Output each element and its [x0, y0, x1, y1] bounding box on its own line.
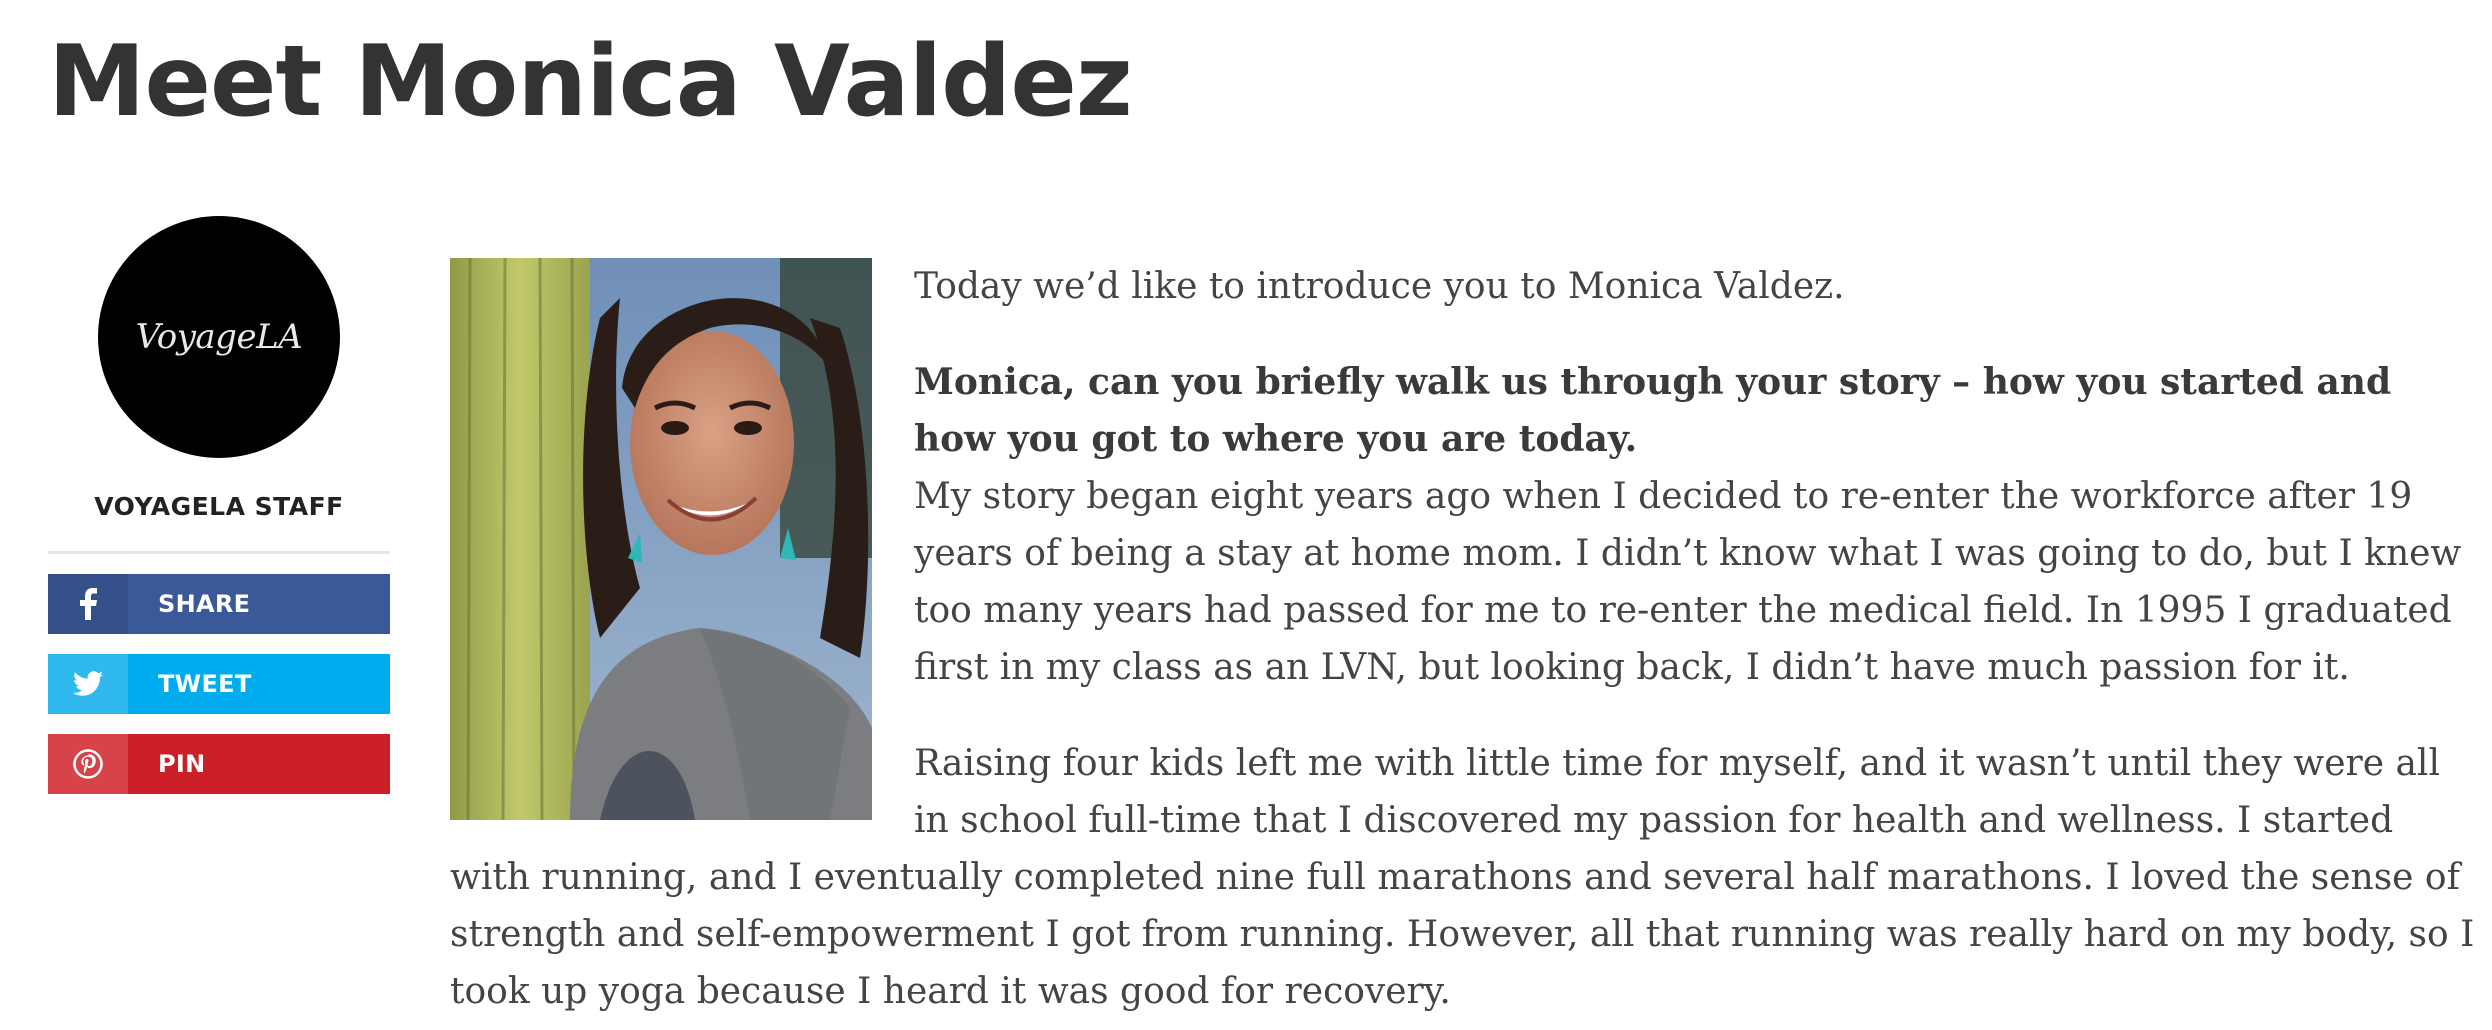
facebook-share-label: SHARE — [158, 590, 251, 618]
author-sidebar — [48, 216, 390, 794]
voyagela-logo-text: VoyageLA — [135, 317, 303, 357]
facebook-share-button[interactable] — [48, 574, 390, 634]
article-paragraph: My story began eight years ago when I decided to re-enter the workforce after 19 years of being a stay at home mom. I didn’t know what I was going to do, but I knew too many years had passed for me to re-enter the medical field. In 1995 I graduated first in my class as an LVN, but looking back, I didn’t have much passion for it. — [914, 476, 2462, 688]
pinterest-pin-button[interactable] — [48, 734, 390, 794]
author-avatar[interactable] — [98, 216, 340, 458]
divider — [48, 551, 390, 554]
article-body — [450, 258, 2480, 1020]
author-name[interactable]: VOYAGELA STAFF — [94, 492, 344, 521]
article-paragraph: Raising four kids left me with little time for myself, and it wasn’t until they were all in school full-time that I discovered my passion for health and wellness. I started with running, and I eventually completed nine full marathons and several half marathons. I loved the sense of strength and self-empowerment I got from running. However, all that running was really hard on my body, so I took up yoga because I heard it was good for recovery. — [450, 743, 2475, 1012]
twitter-tweet-button[interactable] — [48, 654, 390, 714]
twitter-tweet-label: TWEET — [158, 670, 252, 698]
pinterest-pin-label: PIN — [158, 750, 206, 778]
pinterest-icon — [48, 734, 128, 794]
article-intro: Today we’d like to introduce you to Monica Valdez. — [914, 266, 1845, 307]
page-title: Meet Monica Valdez — [48, 25, 1132, 139]
twitter-icon — [48, 654, 128, 714]
interview-question: Monica, can you briefly walk us through your story – how you started and how you got to where you are today. — [914, 361, 2392, 460]
facebook-icon — [48, 574, 128, 634]
